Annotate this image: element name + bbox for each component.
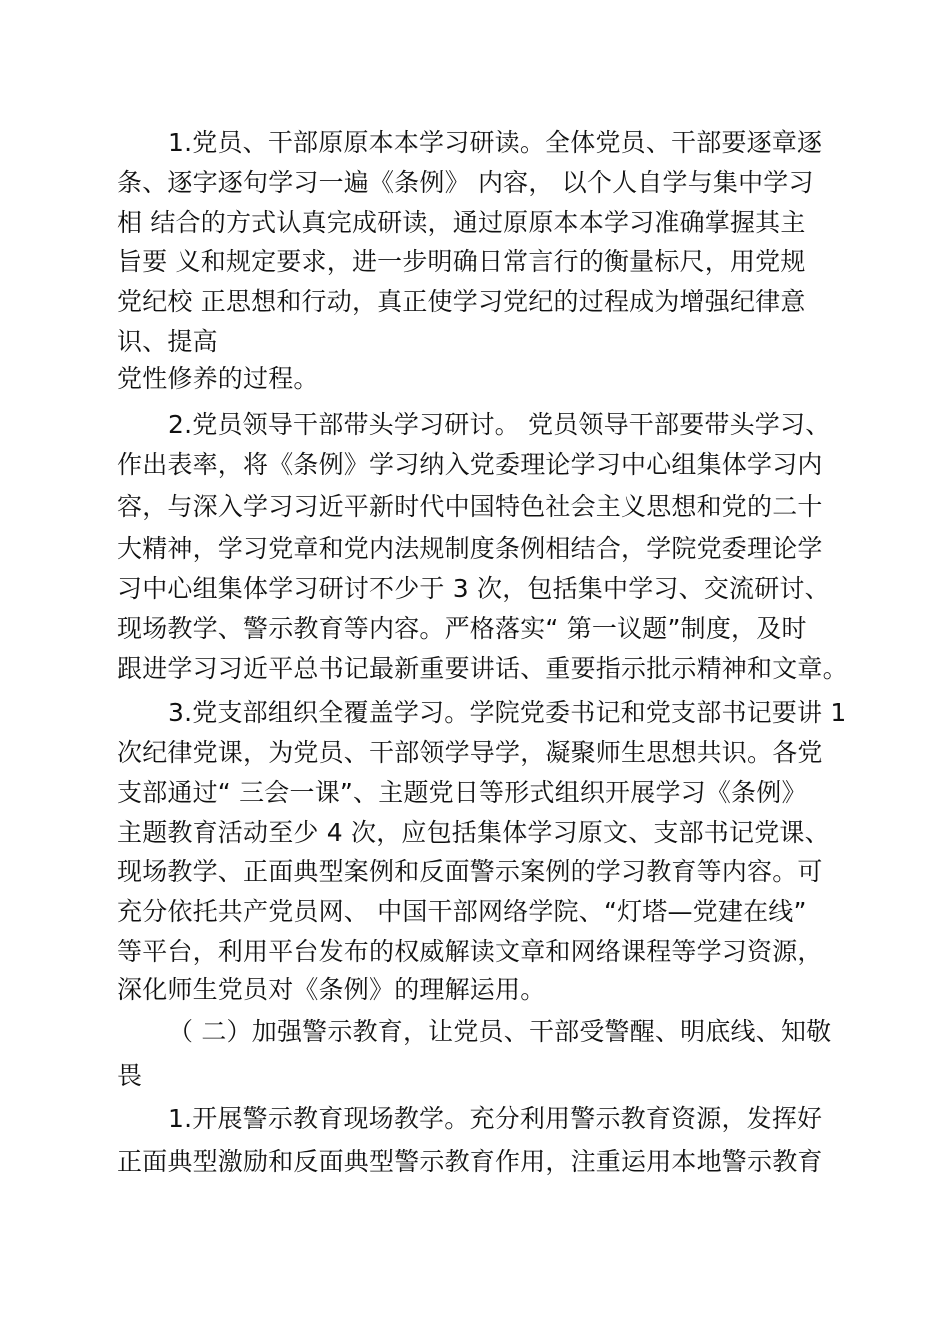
- text-line: 旨要 义和规定要求，进一步明确日常言行的衡量标尺，用党规: [117, 247, 806, 276]
- text-line: 识、提高: [117, 327, 218, 356]
- text-line: 支部通过“ 三会一课”、主题党日等形式组织开展学习《条例》: [117, 778, 807, 807]
- text-line: 现场教学、警示教育等内容。严格落实“ 第一议题”制度，及时: [117, 614, 807, 643]
- text-line: 深化师生党员对《条例》的理解运用。: [117, 975, 546, 1004]
- text-line: 正面典型激励和反面典型警示教育作用，注重运用本地警示教育: [117, 1147, 823, 1176]
- text-line: 习中心组集体学习研讨不少于 3 次，包括集中学习、交流研讨、: [117, 574, 830, 603]
- text-line: 大精神，学习党章和党内法规制度条例相结合，学院党委理论学: [117, 534, 823, 563]
- text-line: 党纪校 正思想和行动，真正使学习党纪的过程成为增强纪律意: [117, 287, 806, 316]
- text-line: 次纪律党课，为党员、干部领学导学，凝聚师生思想共识。各党: [117, 738, 823, 767]
- text-line: 现场教学、正面典型案例和反面警示案例的学习教育等内容。可: [117, 857, 823, 886]
- text-line: 等平台，利用平台发布的权威解读文章和网络课程等学习资源，: [117, 937, 823, 966]
- text-line: 相 结合的方式认真完成研读，通过原原本本学习准确掌握其主: [117, 208, 806, 237]
- text-line: 1.开展警示教育现场教学。充分利用警示教育资源，发挥好: [168, 1104, 823, 1133]
- text-line: 1.党员、干部原原本本学习研读。全体党员、干部要逐章逐: [168, 128, 823, 157]
- text-line: 跟进学习习近平总书记最新重要讲话、重要指示批示精神和文章。: [117, 654, 848, 683]
- text-line: 充分依托共产党员网、 中国干部网络学院、“灯塔—党建在线”: [117, 897, 807, 926]
- section-heading-continuation: 畏: [117, 1061, 143, 1090]
- text-line: 容，与深入学习习近平新时代中国特色社会主义思想和党的二十: [117, 492, 823, 521]
- section-heading: （ 二）加强警示教育，让党员、干部受警醒、明底线、知敬: [168, 1017, 832, 1046]
- text-line: 条、逐字逐句学习一遍《条例》 内容， 以个人自学与集中学习: [117, 168, 814, 197]
- text-line: 3.党支部组织全覆盖学习。学院党委书记和党支部书记要讲 1: [168, 698, 847, 727]
- text-line: 作出表率，将《条例》学习纳入党委理论学习中心组集体学习内: [117, 450, 823, 479]
- text-line: 党性修养的过程。: [117, 364, 319, 393]
- text-line: 2.党员领导干部带头学习研讨。 党员领导干部要带头学习、: [168, 410, 831, 439]
- text-line: 主题教育活动至少 4 次，应包括集体学习原文、支部书记党课、: [117, 818, 830, 847]
